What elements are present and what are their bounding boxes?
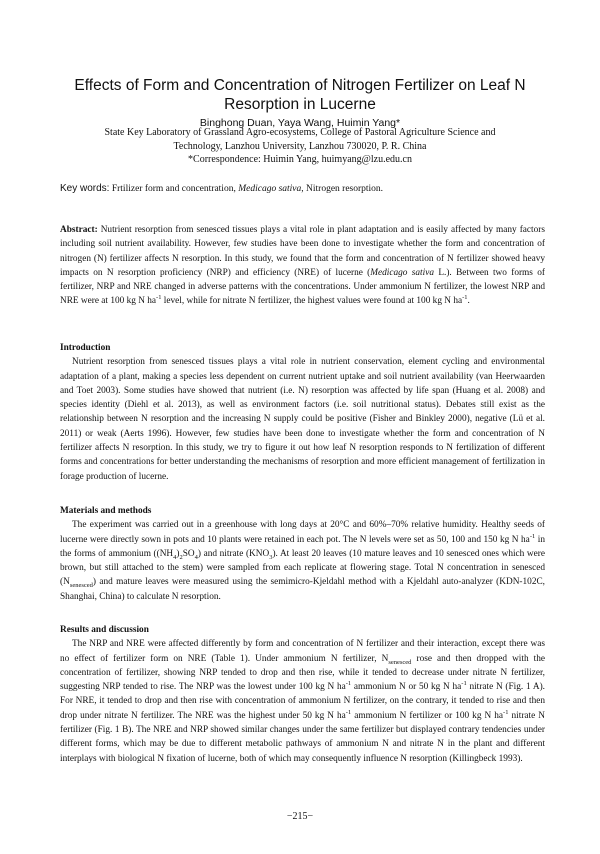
superscript: -1 bbox=[345, 708, 352, 716]
introduction-section bbox=[60, 341, 545, 484]
methods-text: ) and mature leaves were measured using the semimicro-Kjeldahl method with a Kjeldahl auto-analyzer (KDN-102C, Shanghai, China) to calculate N resorption. bbox=[60, 577, 545, 602]
methods-text: ) and nitrate (KNO bbox=[197, 548, 270, 559]
keywords-part-2: , Nitrogen resorption. bbox=[301, 184, 384, 194]
title-line-2: Resorption in Lucerne bbox=[224, 96, 376, 113]
results-text: nitrate N fertilizer (Fig. 1 B). The NRE and NRP showed similar changes under the same fertilizer but displayed contrary tendencies under different forms, which may be due to different metabolic pathways of ammonium N and nitrate N in the plant and different interplays with biological N fixation of lucerne, both of which may consequently influence N resorption (Killingbeck 1993). bbox=[60, 710, 546, 764]
page-number: −215− bbox=[286, 811, 314, 822]
methods-text: ) bbox=[176, 548, 180, 559]
results-text: ammonium N or 50 kg N ha bbox=[351, 682, 462, 693]
methods-heading: Materials and methods bbox=[60, 506, 152, 516]
methods-section bbox=[60, 504, 545, 604]
results-text: ammonium N fertilizer or 100 kg N ha bbox=[351, 710, 504, 721]
title-line-1: Effects of Form and Concentration of Nitrogen Fertilizer on Leaf N bbox=[74, 77, 526, 94]
affiliation-line-1: State Key Laboratory of Grassland Agro-ecosystems, College of Pastoral Agriculture Science and bbox=[104, 127, 496, 138]
paper-title bbox=[40, 76, 560, 114]
abstract-text: . bbox=[467, 296, 470, 307]
author-list: Binghong Duan, Yaya Wang, Huimin Yang* bbox=[199, 117, 401, 129]
abstract-label: Abstract: bbox=[60, 225, 98, 235]
methods-text: SO bbox=[182, 548, 195, 559]
superscript: -1 bbox=[461, 680, 467, 688]
subscript: 3 bbox=[269, 553, 273, 561]
subscript: 4 bbox=[173, 553, 177, 561]
results-text: The NRP and NRE were affected differently by form and concentration of N fertilizer and their interaction, except there was no effect of fertilizer form on NRE (Table 1). Under ammonium N fertilizer, N bbox=[60, 639, 545, 664]
results-text: rose and then dropped with the concentration of fertilizer, showing NRP tended to drop and then rise, while it tended to decrease under nitrate N fertilizer, suggesting NRP tended to rise. The NRP was the lowest under 100 kg N ha bbox=[60, 653, 546, 693]
keywords-part-1: Frtilizer form and concentration, bbox=[109, 184, 239, 194]
introduction-paragraph: Nutrient resorption from senesced tissues plays a vital role in nutrient conservation, element cycling and environmental adaptation of a plant, making a species less dependent on current nutrient uptake and soil nutrient availability (van Heerwaarden and Toet 2003). Some studies have showed that nutrient (i.e. N) resorption was affected by life span (Huang et al. 2008) and species identity (Diehl et al. 2013), as well as environment factors (i.e. soil nutritional status). Debates still exist as the relationship between N resorption and the increasing N supply could be positive (Fisher and Binkley 2000), negative (Lü et al. 2011) or weak (Aerts 1996). However, few studies have been done to investigate whether the form and concentration of N fertilizer affects N resorption. In this study, we try to figure it out how leaf N resorption responds to N fertilization of different forms and concentrations for better understanding the mechanisms of resorption and more efficient management of fertilization in forage production of lucerne. bbox=[60, 357, 545, 482]
results-heading: Results and discussion bbox=[60, 625, 149, 635]
abstract-text: Nutrient resorption from senesced tissues plays a vital role in plant adaptation and is easily affected by many factors including soil nutrient availability. However, few studies have been done to investigate whether the form and concentration of nitrogen (N) fertilizer affects N resorption. In this study, we found that the form and concentration of N fertilizer showed heavy impacts on N resorption proficiency (NRP) and efficiency (NRE) of lucerne ( bbox=[60, 225, 545, 278]
subscript: senesced bbox=[69, 582, 93, 590]
introduction-heading: Introduction bbox=[60, 343, 111, 353]
superscript: -1 bbox=[529, 532, 536, 540]
methods-text: in the forms of ammonium ((NH bbox=[60, 534, 545, 559]
results-section bbox=[60, 623, 545, 766]
abstract-paragraph bbox=[60, 223, 545, 309]
superscript: -1 bbox=[156, 294, 162, 302]
superscript: -1 bbox=[462, 294, 468, 302]
results-text: nitrate N (Fig. 1 A). For NRE, it tended to drop and then rise with concentration of ammonium N fertilizer, on the contrary, it tended to rise and then drop under nitrate N fertilizer. The NRE was the highest under 50 kg N ha bbox=[60, 682, 545, 721]
keywords-species: Medicago sativa bbox=[238, 184, 302, 194]
abstract-section bbox=[60, 223, 545, 309]
subscript: 4 bbox=[194, 553, 198, 561]
affiliation bbox=[70, 126, 530, 167]
abstract-text: level, while for nitrate N fertilizer, the highest values were found at 100 kg N ha bbox=[161, 296, 463, 307]
abstract-species: Medicago sativa bbox=[370, 267, 434, 278]
correspondence-line: *Correspondence: Huimin Yang, huimyang@lzu.edu.cn bbox=[188, 154, 412, 165]
keywords bbox=[60, 182, 540, 196]
abstract-text: L.). Between two forms of fertilizer, NRP and NRE changed in adverse patterns with the concentrations. Under ammonium N fertilizer, the lowest NRP and NRE were at 100 kg N ha bbox=[60, 267, 545, 307]
superscript: -1 bbox=[345, 680, 352, 688]
methods-text: The experiment was carried out in a greenhouse with long days at 20°C and 60%–70% relative humidity. Healthy seeds of lucerne were directly sown in pots and 10 plants were retained in each pot. The N levels were set as 50, 100 and 150 kg N ha bbox=[60, 520, 545, 545]
superscript: -1 bbox=[503, 708, 509, 716]
subscript: 2 bbox=[179, 553, 183, 561]
affiliation-line-2: Technology, Lanzhou University, Lanzhou 730020, P. R. China bbox=[173, 140, 427, 152]
methods-paragraph bbox=[60, 518, 545, 604]
subscript: senesced bbox=[388, 658, 412, 666]
methods-text: ). At least 20 leaves (10 mature leaves and 10 senesced ones which were brown, but still attached to the stem) were sampled from each replicate at flowering stage. Total N concentration in senesced (N bbox=[60, 548, 545, 588]
keywords-label: Key words: bbox=[60, 183, 110, 194]
results-paragraph bbox=[60, 637, 545, 766]
